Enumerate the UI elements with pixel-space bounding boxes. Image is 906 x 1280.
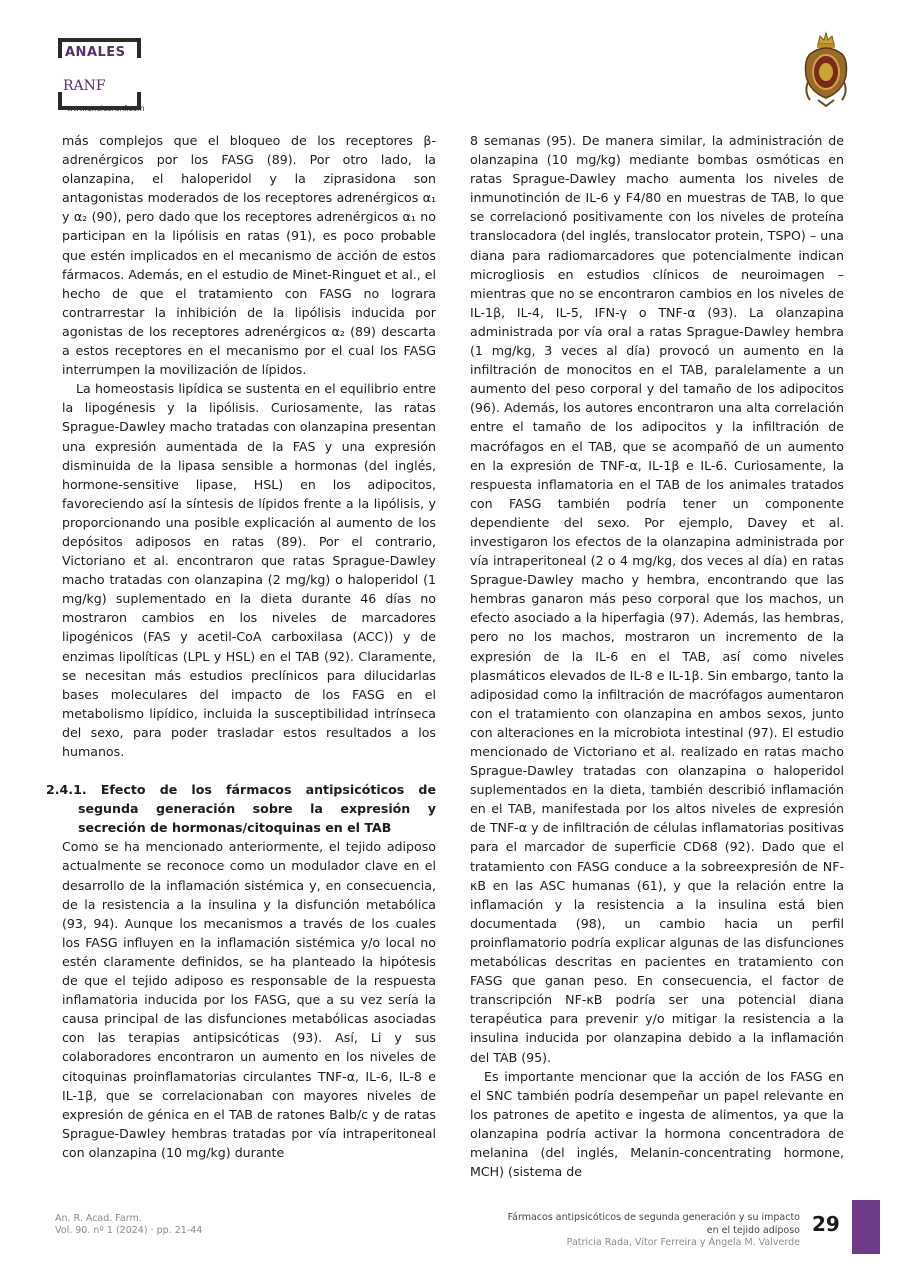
logo-url: www.analesranf.com: [67, 104, 145, 113]
footer-journal-info: [55, 1213, 202, 1237]
left-paragraph-3: Como se ha mencionado anteriormente, el tejido adiposo actualmente se reconoce como un modulador clave en el desarrollo de la inflamación sistémica y, en consecuencia, de la resistencia a la insulina y la disfunción metabólica (93, 94). Aunque los mecanismos a través de los cuales los FASG influyen en la inflamación sistémica y/o local no estén claramente definidos, se ha planteado la hipótesis de que el tejido adiposo es responsable de la respuesta inflamatoria inducida por los FASG, que a su vez sería la causa principal de las disfunciones metabólicas asociadas con las terapias antipsicóticas (93). Así, Li y sus colaboradores encontraron un aumento en los niveles de citoquinas proinflamatorias circulantes TNF-α, IL-6, IL-8 e IL-1β, que se correlacionaban con mayores niveles de expresión de génica en el TAB de ratones Balb/c y de ratas Sprague-Dawley hembras tratadas por vía intraperitoneal con olanzapina (10 mg/kg) durante: [62, 839, 436, 1160]
right-column: [470, 131, 844, 1181]
right-paragraph-1: 8 semanas (95). De manera similar, la administración de olanzapina (10 mg/kg) mediante bombas osmóticas en ratas Sprague-Dawley macho aumenta los niveles de inmunotinción de IL-6 y F4/80 en muestras de TAB, lo que se correlacionó positivamente con los niveles de proteína translocadora (del inglés, translocator protein, TSPO) – una diana para radiomarcadores que potencialmente indican microgliosis en estudios clínicos de neuroimagen – mientras que no se encontraron cambios en los niveles de IL-1β, IL-4, IL-5, IFN-γ o TNF-α (93). La olanzapina administrada por vía oral a ratas Sprague-Dawley hembra (1 mg/kg, 3 veces al día) provocó un aumento en la infiltración de monocitos en el TAB, paralelamente a un aumento del peso corporal y del tamaño de los adipocitos (96). Además, los autores encontraron una alta correlación entre el tamaño de los adipocitos y la infiltración de macrófagos en el TAB, que se acompañó de un aumento en la expresión de TNF-α, IL-1β e IL-6. Curiosamente, la respuesta inflamatoria en el TAB de los animales tratados con FASG también podría tener un componente dependiente del sexo. Por ejemplo, Davey et al. investigaron los efectos de la olanzapina administrada por vía intraperitoneal (2 o 4 mg/kg, dos veces al día) en ratas Sprague-Dawley macho y hembra, encontrando que las hembras ganaron más peso corporal que los machos, un efecto asociado a la hiperfagia (97). Además, las hembras, pero no los machos, mostraron un incremento de la expresión de la IL-6 en el TAB, así como niveles plasmáticos elevados de IL-8 e IL-1β. Sin embargo, tanto la adiposidad como la infiltración de macrófagos aumentaron con el tratamiento con olanzapina en ambos sexos, junto con alteraciones en la microbiota intestinal (97). El estudio mencionado de Victoriano et al. realizado en ratas macho Sprague-Dawley tratadas con olanzapina o haloperidol suplementados en la dieta, también describió inflamación en el TAB, manifestada por los altos niveles de expresión de TNF-α y de infiltración de células inflamatorias positivas para el marcador de superficie CD68 (92). Dado que el tratamiento con FASG conduce a la sobreexpresión de NF-κB en las ASC humanas (61), y que la relación entre la inflamación y la resistencia a la insulina está bien documentada (98), un cambio hacia un perfil proinflamatorio podría explicar algunas de las disfunciones metabólicas descritas en pacientes en tratamiento con FASG que ganan peso. En consecuencia, el factor de transcripción NF-κB podría ser una potencial diana terapéutica para prevenir y/o mitigar la resistencia a la insulina inducida por olanzapina debido a la inflamación del TAB (95).: [470, 133, 844, 1065]
footer-journal-name: An. R. Acad. Farm.: [55, 1213, 142, 1224]
section-number: 2.4.1.: [46, 782, 87, 798]
footer-journal-volume: Vol. 90. nº 1 (2024) · pp. 21-44: [55, 1225, 203, 1236]
footer-title-line-2: en el tejido adiposo: [706, 1224, 800, 1236]
logo-ranf-text: RANF: [63, 78, 106, 94]
academy-crest-icon: [800, 30, 852, 108]
footer-article-info: [508, 1212, 800, 1250]
left-paragraph-2: La homeostasis lipídica se sustenta en el equilibrio entre la lipogénesis y la lipólisis. Curiosamente, las ratas Sprague-Dawley macho tratadas con olanzapina presentan una expresión aumentada de la FAS y una expresión disminuida de la lipasa sensible a hormonas (del inglés, hormone-sensitive lipase, HSL) en los adipocitos, favoreciendo así la síntesis de lípidos frente a la lipólisis, y proporcionando una posible explicación al aumento de los depósitos adiposos en ratas (89). Por el contrario, Victoriano et al. encontraron que ratas Sprague-Dawley macho tratadas con olanzapina (2 mg/kg) o haloperidol (1 mg/kg) suplementado en la dieta durante 46 días no mostraron cambios en los niveles de marcadores lipogénicos (FAS y acetil-CoA carboxilasa (ACC)) y de enzimas lipolíticas (LPL y HSL) en el TAB (92). Claramente, se necesitan más estudios preclínicos para dilucidarlas bases moleculares del impacto de los FASG en el metabolismo lipídico, incluida la susceptibilidad intrínseca del sexo, para poder trasladar estos resultados a los humanos.: [62, 381, 436, 759]
section-heading: [46, 780, 436, 837]
page-number: 29: [812, 1212, 840, 1236]
footer-authors: Patricia Rada, Vítor Ferreira y Ángela M. Valverde: [566, 1237, 800, 1248]
section-heading-text: Efecto de los fármacos antipsicóticos de segunda generación sobre la expresión y secreción de hormonas/citoquinas en el TAB: [78, 782, 436, 836]
left-column: [46, 131, 436, 1162]
right-paragraph-2: Es importante mencionar que la acción de los FASG en el SNC también podría desempeñar un papel relevante en los patrones de apetito e ingesta de alimentos, ya que la olanzapina podría activar la hormona concentradora de melanina (del inglés, Melanin-concentrating hormone, MCH) (sistema de: [470, 1068, 844, 1180]
section-gap: [62, 761, 436, 780]
footer-title-line-1: Fármacos antipsicóticos de segunda generación y su impacto: [507, 1212, 800, 1223]
logo-anales-text: ANALES: [65, 45, 126, 60]
page-accent-bar: [852, 1200, 880, 1254]
anales-ranf-logo: [55, 38, 185, 114]
left-paragraph-1: más complejos que el bloqueo de los receptores β-adrenérgicos por los FASG (89). Por otro lado, la olanzapina, el haloperidol y la ziprasidona son antagonistas moderados de los receptores adrenérgicos α₁ y α₂ (90), pero dado que los receptores adrenérgicos α₁ no participan en la lipólisis en ratas (91), es poco probable que estén implicados en el mecanismo de acción de estos fármacos. Además, en el estudio de Minet-Ringuet et al., el hecho de que el tratamiento con FASG no lograra contrarrestar la inhibición de la lipólisis inducida por agonistas de los receptores adrenérgicos α₂ (89) descarta a estos receptores en el mecanismo por el cual los FASG interrumpen la movilización de lípidos.: [62, 133, 436, 378]
